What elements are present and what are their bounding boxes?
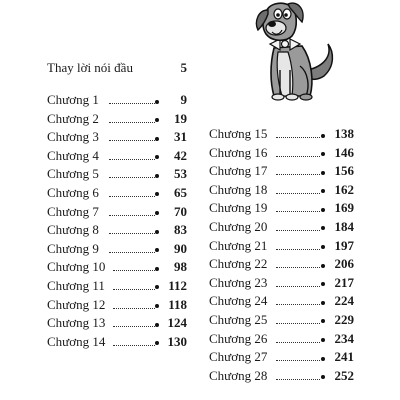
page-number: 124: [167, 315, 187, 331]
chapter-label: Chương 26: [209, 330, 268, 346]
toc-entry[interactable]: [209, 181, 354, 200]
leader-bullet-icon: [155, 248, 159, 252]
toc-entry[interactable]: [47, 91, 187, 110]
dot-leader: [276, 247, 320, 250]
dot-leader: [109, 213, 155, 216]
intro-label: Thay lời nói đầu: [47, 60, 133, 75]
page-number: 83: [174, 222, 187, 238]
toc-right-column: [209, 125, 354, 385]
chapter-label: Chương 18: [209, 181, 268, 197]
leader-bullet-icon: [321, 134, 325, 138]
toc-entry[interactable]: [209, 330, 354, 349]
page-number: 31: [174, 129, 187, 145]
chapter-label: Chương 21: [209, 237, 268, 253]
chapter-label: Chương 16: [209, 144, 268, 160]
leader-bullet-icon: [321, 319, 325, 323]
page-number: 156: [334, 163, 354, 179]
dot-leader: [276, 358, 320, 361]
leader-bullet-icon: [155, 323, 159, 327]
dot-leader: [113, 343, 155, 346]
page-number: 184: [334, 218, 354, 234]
dot-leader: [109, 231, 155, 234]
toc-entry[interactable]: [47, 184, 187, 203]
leader-bullet-icon: [155, 192, 159, 196]
page-number: 90: [174, 240, 187, 256]
leader-bullet-icon: [155, 304, 159, 308]
dot-leader: [276, 228, 320, 231]
chapter-label: Chương 2: [47, 110, 99, 126]
chapter-label: Chương 9: [47, 240, 99, 256]
chapter-label: Chương 1: [47, 92, 99, 107]
chapter-label: Chương 17: [209, 163, 268, 179]
toc-entry[interactable]: [209, 125, 354, 144]
page-number: 197: [334, 237, 354, 253]
toc-entry[interactable]: [209, 255, 354, 274]
dot-leader: [113, 324, 155, 327]
toc-entry[interactable]: [47, 165, 187, 184]
toc-entry[interactable]: [209, 274, 354, 293]
toc-entry[interactable]: [47, 333, 187, 352]
leader-bullet-icon: [321, 357, 325, 361]
leader-bullet-icon: [321, 338, 325, 342]
page-number: 206: [334, 256, 354, 272]
leader-bullet-icon: [321, 264, 325, 268]
page-number: 98: [174, 259, 187, 275]
chapter-label: Chương 13: [47, 315, 106, 331]
dot-leader: [276, 321, 320, 324]
dot-leader: [113, 306, 155, 309]
chapter-label: Chương 4: [47, 147, 99, 163]
dot-leader: [276, 377, 320, 380]
toc-entry[interactable]: [209, 237, 354, 256]
toc-entry[interactable]: [47, 147, 187, 166]
leader-bullet-icon: [155, 155, 159, 159]
chapter-label: Chương 23: [209, 274, 268, 290]
dot-leader: [276, 135, 320, 138]
toc-entry[interactable]: [209, 162, 354, 181]
toc-entry[interactable]: [47, 240, 187, 259]
leader-bullet-icon: [321, 152, 325, 156]
toc-entry[interactable]: [47, 296, 187, 315]
chapter-label: Chương 12: [47, 296, 106, 312]
page-number: 146: [334, 144, 354, 160]
dot-leader: [276, 191, 320, 194]
leader-bullet-icon: [155, 118, 159, 122]
dot-leader: [109, 194, 155, 197]
page-number: 217: [334, 274, 354, 290]
chapter-label: Chương 28: [209, 367, 268, 383]
chapter-label: Chương 25: [209, 311, 268, 327]
toc-entry[interactable]: [209, 311, 354, 330]
chapter-label: Chương 27: [209, 349, 268, 365]
leader-bullet-icon: [321, 171, 325, 175]
page-number: 118: [168, 296, 187, 312]
intro-page-number: 5: [180, 60, 187, 75]
page-number: 53: [174, 166, 187, 182]
dot-leader: [109, 175, 155, 178]
chapter-label: Chương 19: [209, 200, 268, 216]
leader-bullet-icon: [321, 208, 325, 212]
toc-entry[interactable]: [47, 203, 187, 222]
page-number: 162: [334, 181, 354, 197]
toc-entry[interactable]: [47, 258, 187, 277]
chapter-label: Chương 8: [47, 222, 99, 238]
leader-bullet-icon: [321, 245, 325, 249]
leader-bullet-icon: [155, 100, 159, 104]
toc-entry[interactable]: [47, 128, 187, 147]
page-number: 229: [334, 311, 354, 327]
dot-leader: [276, 340, 320, 343]
dot-leader: [109, 250, 155, 253]
toc-left-column: [47, 91, 187, 351]
leader-bullet-icon: [321, 226, 325, 230]
chapter-label: Chương 14: [47, 333, 106, 349]
page-number: 234: [334, 330, 354, 346]
page-number: 70: [174, 203, 187, 219]
leader-bullet-icon: [155, 267, 159, 271]
page-number: 19: [174, 110, 187, 126]
page-number: 130: [167, 333, 187, 349]
toc-entry[interactable]: [209, 218, 354, 237]
leader-bullet-icon: [321, 375, 325, 379]
page-number: 169: [334, 200, 354, 216]
dot-leader: [276, 265, 320, 268]
dot-leader: [276, 154, 320, 157]
leader-bullet-icon: [155, 341, 159, 345]
dot-leader: [113, 287, 155, 290]
toc-entry[interactable]: [47, 277, 187, 296]
toc-entry[interactable]: [47, 110, 187, 129]
page-number: 224: [334, 293, 354, 309]
dot-leader: [113, 268, 155, 271]
chapter-label: Chương 3: [47, 129, 99, 145]
dot-leader: [109, 101, 155, 104]
toc-entry[interactable]: [47, 221, 187, 240]
page-number: 252: [334, 367, 354, 383]
chapter-label: Chương 5: [47, 166, 99, 182]
dot-leader: [109, 138, 155, 141]
toc-entry[interactable]: [47, 314, 187, 333]
page-number: 42: [174, 147, 187, 163]
toc-entry[interactable]: [209, 199, 354, 218]
toc-entry[interactable]: [209, 144, 354, 163]
cartoon-dog-icon: [236, 0, 336, 102]
dot-leader: [276, 172, 320, 175]
dot-leader: [109, 157, 155, 160]
leader-bullet-icon: [321, 189, 325, 193]
page-number: 241: [334, 349, 354, 365]
dot-leader: [276, 284, 320, 287]
leader-bullet-icon: [155, 285, 159, 289]
leader-bullet-icon: [321, 301, 325, 305]
chapter-label: Chương 10: [47, 259, 106, 275]
chapter-label: Chương 15: [209, 126, 268, 141]
leader-bullet-icon: [321, 282, 325, 286]
leader-bullet-icon: [155, 211, 159, 215]
chapter-label: Chương 24: [209, 293, 268, 309]
chapter-label: Chương 20: [209, 218, 268, 234]
chapter-label: Chương 7: [47, 203, 99, 219]
toc-entry[interactable]: [209, 292, 354, 311]
dot-leader: [276, 209, 320, 212]
dot-leader: [109, 120, 155, 123]
leader-bullet-icon: [155, 137, 159, 141]
toc-entry[interactable]: [209, 348, 354, 367]
page-number: 138: [334, 126, 354, 141]
leader-bullet-icon: [155, 174, 159, 178]
page-number: 112: [168, 277, 187, 293]
page-number: 65: [174, 184, 187, 200]
chapter-label: Chương 11: [47, 277, 105, 293]
page-number: 9: [180, 92, 187, 107]
toc-entry[interactable]: [209, 367, 354, 386]
intro-entry[interactable]: [47, 60, 187, 76]
chapter-label: Chương 22: [209, 256, 268, 272]
leader-bullet-icon: [155, 230, 159, 234]
chapter-label: Chương 6: [47, 184, 99, 200]
dot-leader: [276, 302, 320, 305]
